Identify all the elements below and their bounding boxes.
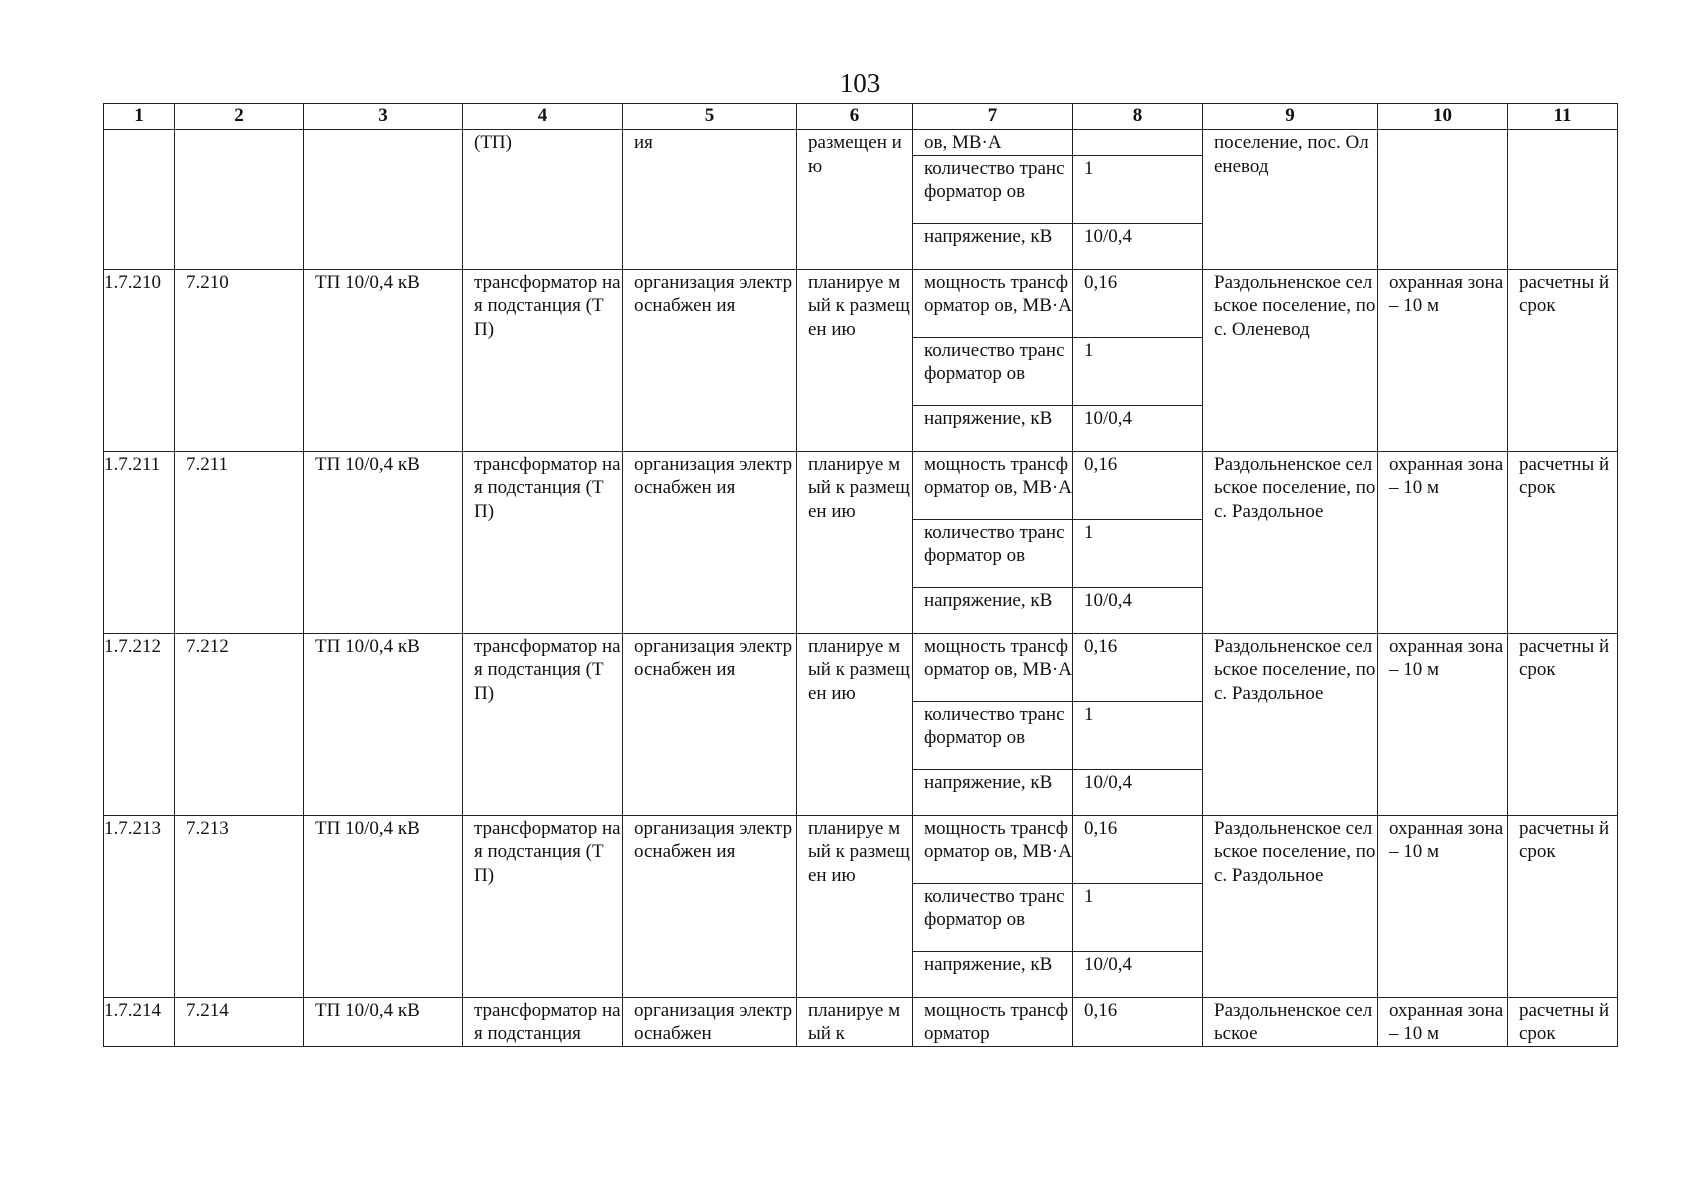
- cell-name: [304, 130, 463, 270]
- cell-zone: охранная зона – 10 м: [1378, 997, 1508, 1046]
- column-header: 6: [797, 104, 913, 130]
- cell-zone: охранная зона – 10 м: [1378, 633, 1508, 815]
- cell-param-value: 0,16: [1073, 997, 1203, 1046]
- cell-param-value: 1: [1073, 701, 1203, 769]
- cell-type: трансформатор ная подстанция: [463, 997, 623, 1046]
- cell-number: 1.7.213: [104, 815, 175, 997]
- cell-status: планируе мый к размещен ию: [797, 451, 913, 633]
- cell-name: ТП 10/0,4 кВ: [304, 451, 463, 633]
- cell-status: планируе мый к: [797, 997, 913, 1046]
- cell-code: 7.214: [175, 997, 304, 1046]
- cell-param-value: 10/0,4: [1073, 951, 1203, 997]
- cell-code: [175, 130, 304, 270]
- table-row: [104, 815, 1618, 883]
- column-header: 3: [304, 104, 463, 130]
- cell-param-name: ов, МВ·А: [913, 130, 1073, 156]
- column-header: 4: [463, 104, 623, 130]
- cell-status: планируе мый к размещен ию: [797, 633, 913, 815]
- table-row: [104, 997, 1618, 1046]
- cell-term: расчетны й срок: [1508, 633, 1618, 815]
- column-header: 5: [623, 104, 797, 130]
- cell-zone: охранная зона – 10 м: [1378, 269, 1508, 451]
- cell-purpose: организация электроснабжен ия: [623, 451, 797, 633]
- cell-purpose: организация электроснабжен ия: [623, 269, 797, 451]
- cell-param-value: 0,16: [1073, 815, 1203, 883]
- column-header: 9: [1203, 104, 1378, 130]
- cell-param-name: напряжение, кВ: [913, 951, 1073, 997]
- cell-param-name: мощность трансформатор ов, МВ·А: [913, 815, 1073, 883]
- cell-purpose: ия: [623, 130, 797, 270]
- cell-zone: [1378, 130, 1508, 270]
- cell-type: трансформатор ная подстанция (ТП): [463, 269, 623, 451]
- table-row: [104, 269, 1618, 337]
- column-header: 10: [1378, 104, 1508, 130]
- cell-term: расчетны й срок: [1508, 269, 1618, 451]
- cell-code: 7.210: [175, 269, 304, 451]
- cell-param-value: 1: [1073, 883, 1203, 951]
- column-header: 11: [1508, 104, 1618, 130]
- cell-location: Раздольненское сельское поселение, пос. Оленевод: [1203, 269, 1378, 451]
- cell-term: расчетны й срок: [1508, 815, 1618, 997]
- cell-name: ТП 10/0,4 кВ: [304, 997, 463, 1046]
- table-row: [104, 451, 1618, 519]
- cell-type: (ТП): [463, 130, 623, 270]
- cell-param-value: [1073, 130, 1203, 156]
- cell-param-name: количество трансформатор ов: [913, 155, 1073, 223]
- cell-param-name: мощность трансформатор ов, МВ·А: [913, 451, 1073, 519]
- column-header: 1: [104, 104, 175, 130]
- cell-number: 1.7.214: [104, 997, 175, 1046]
- data-table: [103, 103, 1618, 1047]
- cell-number: [104, 130, 175, 270]
- column-header: 7: [913, 104, 1073, 130]
- cell-type: трансформатор ная подстанция (ТП): [463, 633, 623, 815]
- cell-param-name: количество трансформатор ов: [913, 337, 1073, 405]
- cell-term: [1508, 130, 1618, 270]
- cell-term: расчетны й срок: [1508, 997, 1618, 1046]
- cell-status: планируе мый к размещен ию: [797, 269, 913, 451]
- cell-param-name: напряжение, кВ: [913, 405, 1073, 451]
- cell-number: 1.7.211: [104, 451, 175, 633]
- cell-name: ТП 10/0,4 кВ: [304, 269, 463, 451]
- page-number: 103: [839, 68, 881, 98]
- table-row: [104, 633, 1618, 701]
- cell-param-value: 10/0,4: [1073, 587, 1203, 633]
- cell-purpose: организация электроснабжен: [623, 997, 797, 1046]
- cell-code: 7.212: [175, 633, 304, 815]
- cell-name: ТП 10/0,4 кВ: [304, 815, 463, 997]
- cell-param-name: мощность трансформатор: [913, 997, 1073, 1046]
- header-row: [104, 104, 1618, 130]
- cell-zone: охранная зона – 10 м: [1378, 815, 1508, 997]
- cell-param-value: 0,16: [1073, 269, 1203, 337]
- cell-param-value: 0,16: [1073, 451, 1203, 519]
- cell-param-name: количество трансформатор ов: [913, 701, 1073, 769]
- cell-name: ТП 10/0,4 кВ: [304, 633, 463, 815]
- cell-param-value: 10/0,4: [1073, 769, 1203, 815]
- cell-param-name: количество трансформатор ов: [913, 883, 1073, 951]
- cell-location: Раздольненское сельское: [1203, 997, 1378, 1046]
- cell-purpose: организация электроснабжен ия: [623, 815, 797, 997]
- cell-type: трансформатор ная подстанция (ТП): [463, 815, 623, 997]
- cell-param-value: 1: [1073, 337, 1203, 405]
- cell-param-name: напряжение, кВ: [913, 587, 1073, 633]
- cell-code: 7.211: [175, 451, 304, 633]
- column-header: 8: [1073, 104, 1203, 130]
- cell-param-value: 0,16: [1073, 633, 1203, 701]
- cell-purpose: организация электроснабжен ия: [623, 633, 797, 815]
- cell-param-value: 10/0,4: [1073, 405, 1203, 451]
- cell-param-value: 10/0,4: [1073, 223, 1203, 269]
- cell-param-name: напряжение, кВ: [913, 769, 1073, 815]
- cell-param-value: 1: [1073, 519, 1203, 587]
- cell-location: Раздольненское сельское поселение, пос. Раздольное: [1203, 633, 1378, 815]
- cell-term: расчетны й срок: [1508, 451, 1618, 633]
- cell-location: поселение, пос. Оленевод: [1203, 130, 1378, 270]
- cell-param-value: 1: [1073, 155, 1203, 223]
- cell-type: трансформатор ная подстанция (ТП): [463, 451, 623, 633]
- cell-code: 7.213: [175, 815, 304, 997]
- cell-zone: охранная зона – 10 м: [1378, 451, 1508, 633]
- cell-number: 1.7.210: [104, 269, 175, 451]
- cell-location: Раздольненское сельское поселение, пос. Раздольное: [1203, 451, 1378, 633]
- column-header: 2: [175, 104, 304, 130]
- cell-param-name: напряжение, кВ: [913, 223, 1073, 269]
- cell-location: Раздольненское сельское поселение, пос. Раздольное: [1203, 815, 1378, 997]
- cell-number: 1.7.212: [104, 633, 175, 815]
- table-row: [104, 130, 1618, 156]
- cell-status: планируе мый к размещен ию: [797, 815, 913, 997]
- cell-status: размещен ию: [797, 130, 913, 270]
- cell-param-name: количество трансформатор ов: [913, 519, 1073, 587]
- cell-param-name: мощность трансформатор ов, МВ·А: [913, 633, 1073, 701]
- cell-param-name: мощность трансформатор ов, МВ·А: [913, 269, 1073, 337]
